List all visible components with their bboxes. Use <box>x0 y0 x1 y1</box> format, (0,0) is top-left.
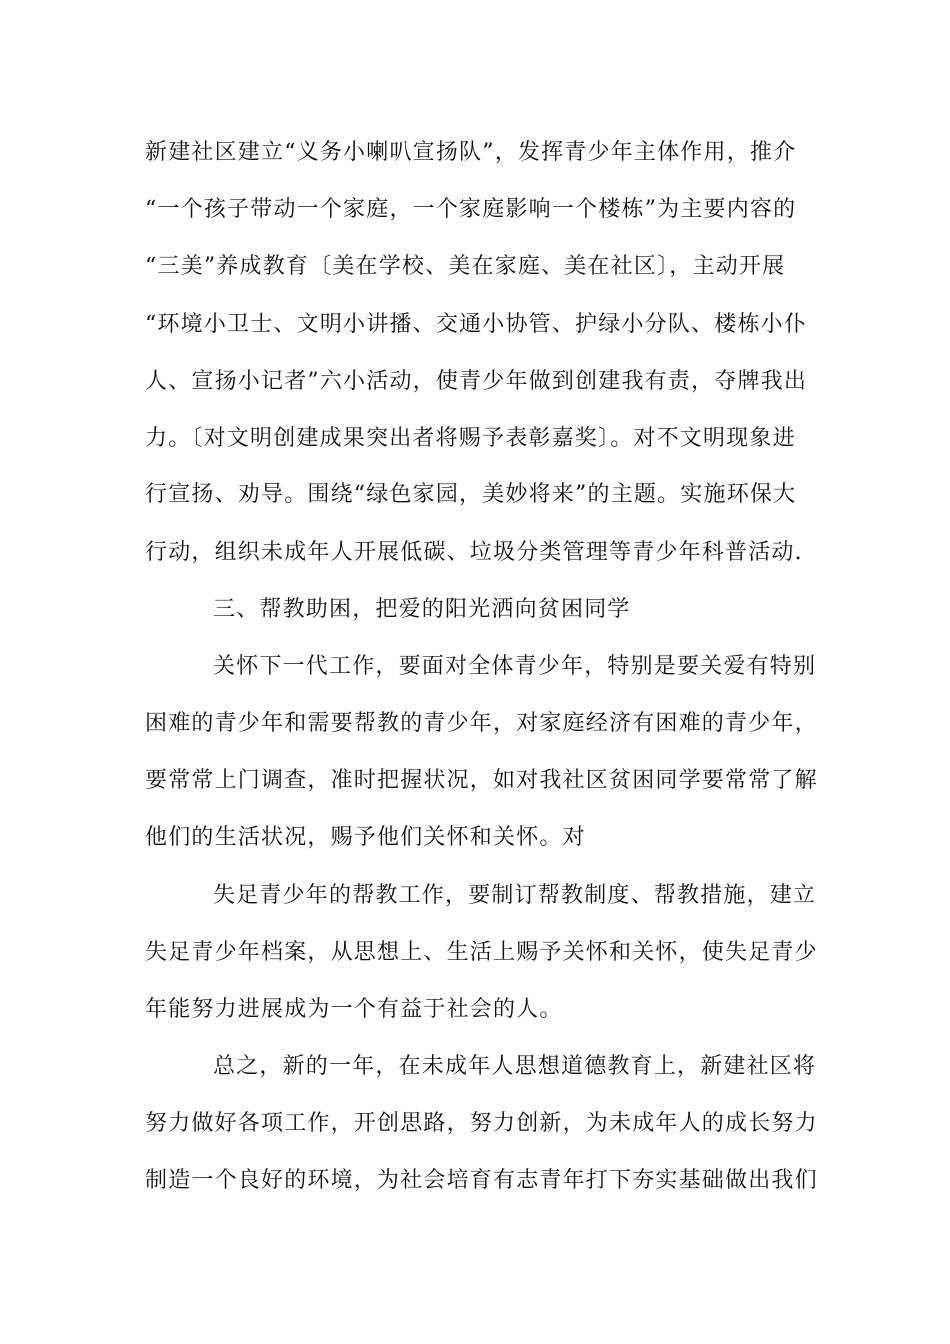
text-line: 总之，新的一年，在未成年人思想道德教育上，新建社区将 <box>213 1054 817 1079</box>
text-line: “环境小卫士、文明小讲播、交通小协管、护绿小分队、楼栋小仆 <box>145 312 808 337</box>
text-line: 新建社区建立“义务小喇叭宣扬队”，发挥青少年主体作用，推介 <box>145 140 797 165</box>
text-line: “一个孩子带动一个家庭，一个家庭影响一个楼栋”为主要内容的 <box>145 197 797 222</box>
text-line: 人、宣扬小记者”六小活动，使青少年做到创建我有责，夺牌我出 <box>145 369 808 394</box>
text-line: 行宣扬、劝导。围绕“绿色家园，美妙将来”的主题。实施环保大 <box>145 482 797 507</box>
text-line: 行动，组织未成年人开展低碳、垃圾分类管理等青少年科普活动. <box>145 540 803 565</box>
text-line: “三美”养成教育〔美在学校、美在家庭、美在社区〕，主动开展 <box>145 254 786 279</box>
text-line: 失足青少年的帮教工作，要制订帮教制度、帮教措施，建立 <box>213 883 817 908</box>
text-line: 他们的生活状况，赐予他们关怀和关怀。对 <box>145 825 586 850</box>
text-line: 失足青少年档案，从思想上、生活上赐予关怀和关怀，使失足青少 <box>145 940 818 965</box>
text-line: 要常常上门调查，准时把握状况，如对我社区贫困同学要常常了解 <box>145 768 818 793</box>
text-line: 关怀下一代工作，要面对全体青少年，特别是要关爱有特别 <box>213 654 817 679</box>
text-line: 力。〔对文明创建成果突出者将赐予表彰嘉奖〕。对不文明现象进 <box>145 426 796 451</box>
text-line: 制造一个良好的环境，为社会培育有志青年打下夯实基础做出我们 <box>145 1168 818 1193</box>
text-line: 努力做好各项工作，开创思路，努力创新，为未成年人的成长努力 <box>145 1111 818 1136</box>
text-line: 年能努力进展成为一个有益于社会的人。 <box>145 997 563 1022</box>
section-heading: 三、帮教助困，把爱的阳光洒向贫困同学 <box>213 597 631 622</box>
text-line: 困难的青少年和需要帮教的青少年，对家庭经济有困难的青少年， <box>145 711 818 736</box>
